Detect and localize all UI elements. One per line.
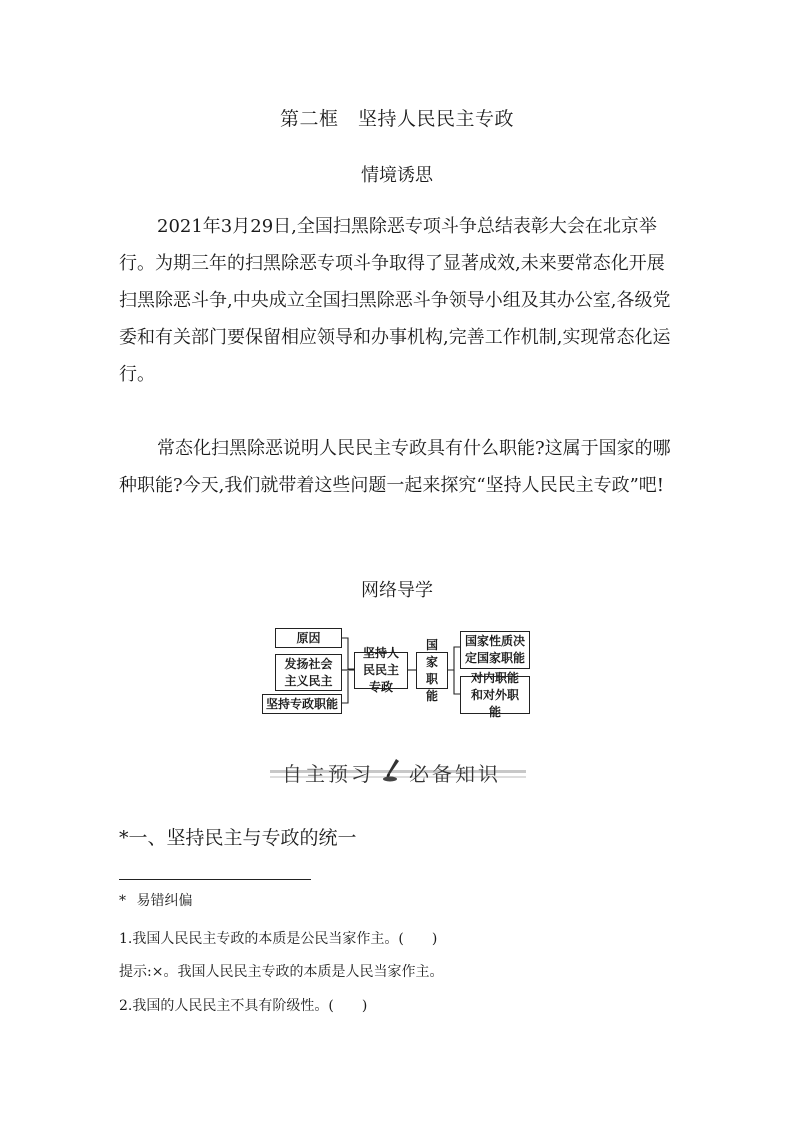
- diagram-box-internal-external: 对内职能和对外职能: [460, 676, 530, 714]
- diagram-box-functions: 国家职能: [416, 652, 448, 689]
- paragraph-2: [119, 430, 675, 504]
- diagram-box-reason: 原因: [275, 628, 342, 648]
- network-heading: 网络导学: [361, 580, 433, 601]
- diagram-box-nature: 国家性质决定国家职能: [460, 631, 530, 669]
- diagram-box-center: 坚持人民民主专政: [354, 652, 408, 689]
- footnote-label: 易错纠偏: [136, 893, 193, 909]
- ink-brush-icon: [381, 758, 403, 782]
- banner-left-text: 自主预习: [282, 762, 374, 786]
- section-banner: [270, 758, 526, 786]
- footnote-marker: *: [119, 893, 126, 909]
- diagram-box-dictatorship: 坚持专政职能: [262, 694, 342, 714]
- footnote-item-1: 1.我国人民民主专政的本质是公民当家作主。( ): [119, 931, 438, 947]
- banner-right-text: 必备知识: [409, 762, 501, 786]
- footnote-hint-1: 提示:×。我国人民民主专政的本质是人民当家作主。: [119, 964, 444, 980]
- footnote-item-2: 2.我国的人民民主不具有阶级性。( ): [119, 998, 368, 1014]
- situation-heading: 情境诱思: [361, 165, 433, 186]
- footnote-title: [119, 890, 192, 910]
- section-heading: *一、坚持民主与专政的统一: [119, 827, 357, 849]
- concept-diagram: [258, 626, 538, 722]
- diagram-box-democracy: 发扬社会主义民主: [275, 654, 342, 691]
- footnote-divider: [119, 879, 311, 880]
- paragraph-1: [119, 208, 675, 393]
- paragraph-2-text: 常态化扫黑除恶说明人民民主专政具有什么职能?这属于国家的哪种职能?今天,我们就带着这些问题一起来探究“坚持人民民主专政”吧!: [119, 438, 671, 496]
- paragraph-1-text: 2021年3月29日,全国扫黑除恶专项斗争总结表彰大会在北京举行。为期三年的扫黑除恶专项斗争取得了显著成效,未来要常态化开展扫黑除恶斗争,中央成立全国扫黑除恶斗争领导小组及其办公室,各级党委和有关部门要保留相应领导和办事机构,完善工作机制,实现常态化运行。: [119, 216, 671, 385]
- page-title: 第二框 坚持人民民主专政: [279, 108, 514, 130]
